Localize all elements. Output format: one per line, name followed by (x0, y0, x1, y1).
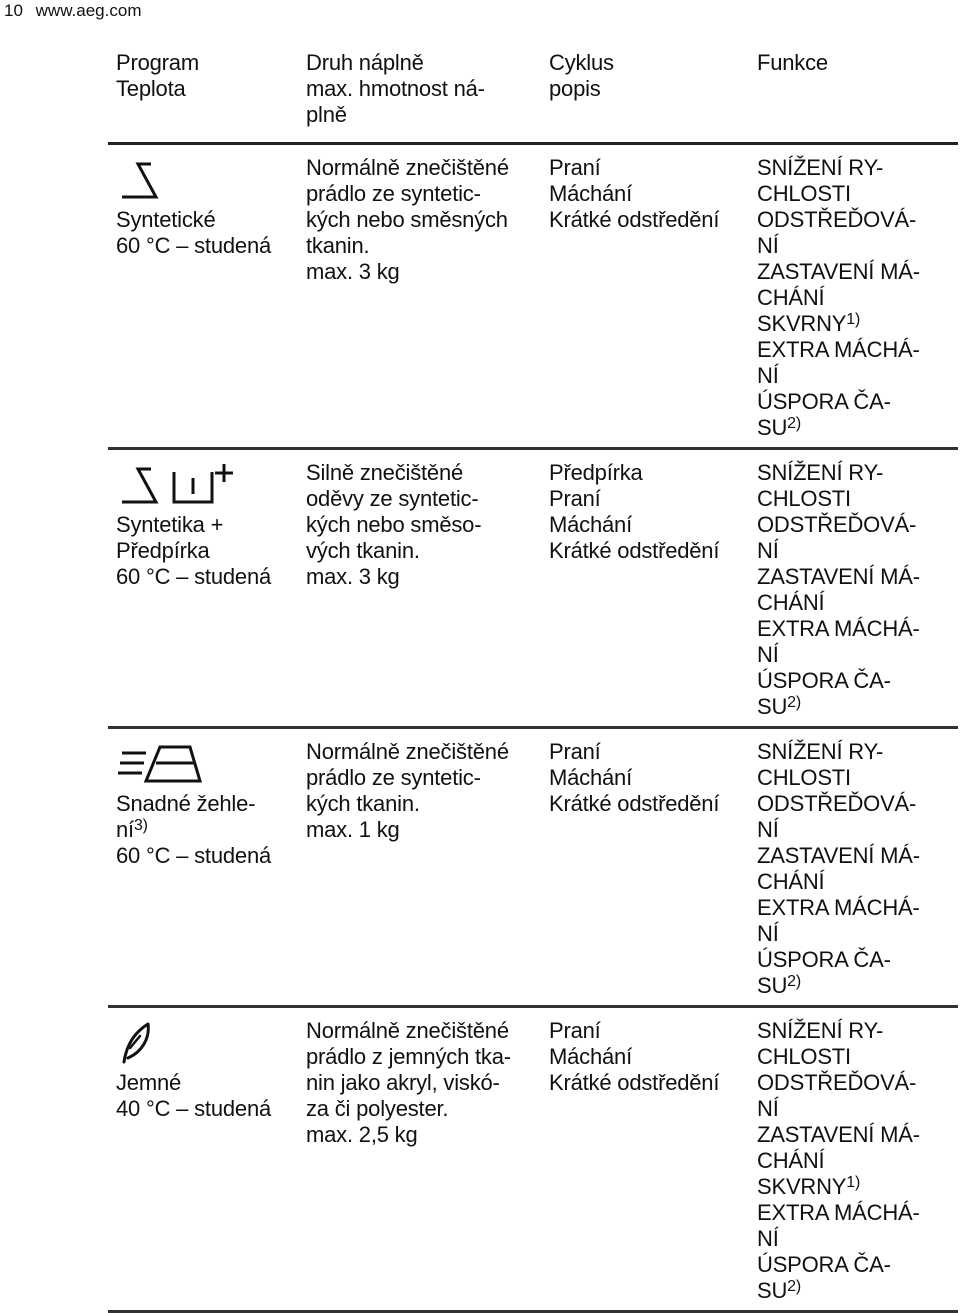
cycle-cell: Předpírka Praní Máchání Krátké odstředění (549, 460, 720, 563)
load-cell: Normálně znečištěné prádlo ze syntetic- kých nebo směsných tkanin. max. 3 kg (306, 155, 509, 284)
program-name: Snadné žehle- $ní^{3)}$ (116, 791, 256, 842)
page-header (4, 0, 141, 22)
table-header-row (108, 44, 958, 144)
program-cell (108, 449, 298, 728)
load-cell: Normálně znečištěné prádlo ze syntetic- kých tkanin. max. 1 kg (306, 739, 509, 842)
table-row (108, 449, 958, 728)
program-cell (108, 728, 298, 1007)
function-item: ÚSPORA ČA- SU$^{2)}$ (757, 389, 891, 440)
program-name: Syntetické 60 °C – studená (116, 207, 272, 258)
function-item: ÚSPORA ČA- SU$^{2)}$ (757, 1252, 891, 1303)
function-item: EXTRA MÁCHÁ- NÍ (757, 1200, 920, 1251)
table-row (108, 1007, 958, 1312)
header-program: Program Teplota (116, 50, 199, 101)
footnote-ref: 2) (787, 1278, 801, 1295)
cycle-cell: Praní Máchání Krátké odstředění (549, 739, 720, 816)
table-row (108, 728, 958, 1007)
functions-cell (749, 728, 958, 1007)
function-item: ZASTAVENÍ MÁ- CHÁNÍ (757, 1122, 920, 1173)
function-item: ZASTAVENÍ MÁ- CHÁNÍ (757, 259, 920, 310)
synthetic-icon (116, 155, 176, 203)
load-cell: Normálně znečištěné prádlo z jemných tka- nin jako akryl, viskó- za či polyester. max. 2,5 kg (306, 1018, 511, 1147)
function-item: ZASTAVENÍ MÁ- CHÁNÍ (757, 564, 920, 615)
program-cell (108, 1007, 298, 1312)
footnote-ref: 1) (846, 311, 861, 328)
function-item: SNÍŽENÍ RY- CHLOSTI ODSTŘEĎOVÁ- NÍ (757, 739, 917, 842)
function-item: SKVRNY$^{1)}$ (757, 311, 861, 336)
function-item: ÚSPORA ČA- SU$^{2)}$ (757, 668, 891, 719)
header-functions: Funkce (757, 50, 828, 75)
footnote-ref: 2) (787, 415, 801, 432)
delicate-feather-icon (116, 1018, 156, 1066)
function-item: ZASTAVENÍ MÁ- CHÁNÍ (757, 843, 920, 894)
header-cycle: Cyklus popis (549, 50, 614, 101)
footnote-ref: 3) (133, 817, 148, 834)
function-item: SNÍŽENÍ RY- CHLOSTI ODSTŘEĎOVÁ- NÍ (757, 460, 917, 563)
program-table (108, 44, 958, 1313)
function-item: EXTRA MÁCHÁ- NÍ (757, 895, 920, 946)
program-temperature: 60 °C – studená (116, 843, 272, 868)
page-number: 10 (4, 1, 23, 20)
footnote-ref: 1) (846, 1174, 861, 1191)
program-cell (108, 144, 298, 449)
header-load: Druh náplně max. hmotnost ná- plně (306, 50, 485, 127)
function-item: SNÍŽENÍ RY- CHLOSTI ODSTŘEĎOVÁ- NÍ (757, 155, 917, 258)
cycle-cell: Praní Máchání Krátké odstředění (549, 1018, 720, 1095)
easy-iron-icon (116, 739, 206, 787)
load-cell: Silně znečištěné oděvy ze syntetic- kých nebo směso- vých tkanin. max. 3 kg (306, 460, 482, 589)
function-item: SNÍŽENÍ RY- CHLOSTI ODSTŘEĎOVÁ- NÍ (757, 1018, 917, 1121)
footnote-ref: 2) (787, 694, 801, 711)
function-item: EXTRA MÁCHÁ- NÍ (757, 616, 920, 667)
synthetic-prewash-icon (116, 460, 236, 508)
site-url: www.aeg.com (35, 1, 142, 20)
functions-cell (749, 1007, 958, 1312)
program-name: Syntetika + Předpírka 60 °C – studená (116, 512, 272, 589)
function-item: ÚSPORA ČA- SU$^{2)}$ (757, 947, 891, 998)
cycle-cell: Praní Máchání Krátké odstředění (549, 155, 720, 232)
program-name: Jemné 40 °C – studená (116, 1070, 272, 1121)
table-row (108, 144, 958, 449)
function-item: SKVRNY$^{1)}$ (757, 1174, 861, 1199)
footnote-ref: 2) (787, 973, 801, 990)
functions-cell (749, 144, 958, 449)
functions-cell (749, 449, 958, 728)
function-item: EXTRA MÁCHÁ- NÍ (757, 337, 920, 388)
